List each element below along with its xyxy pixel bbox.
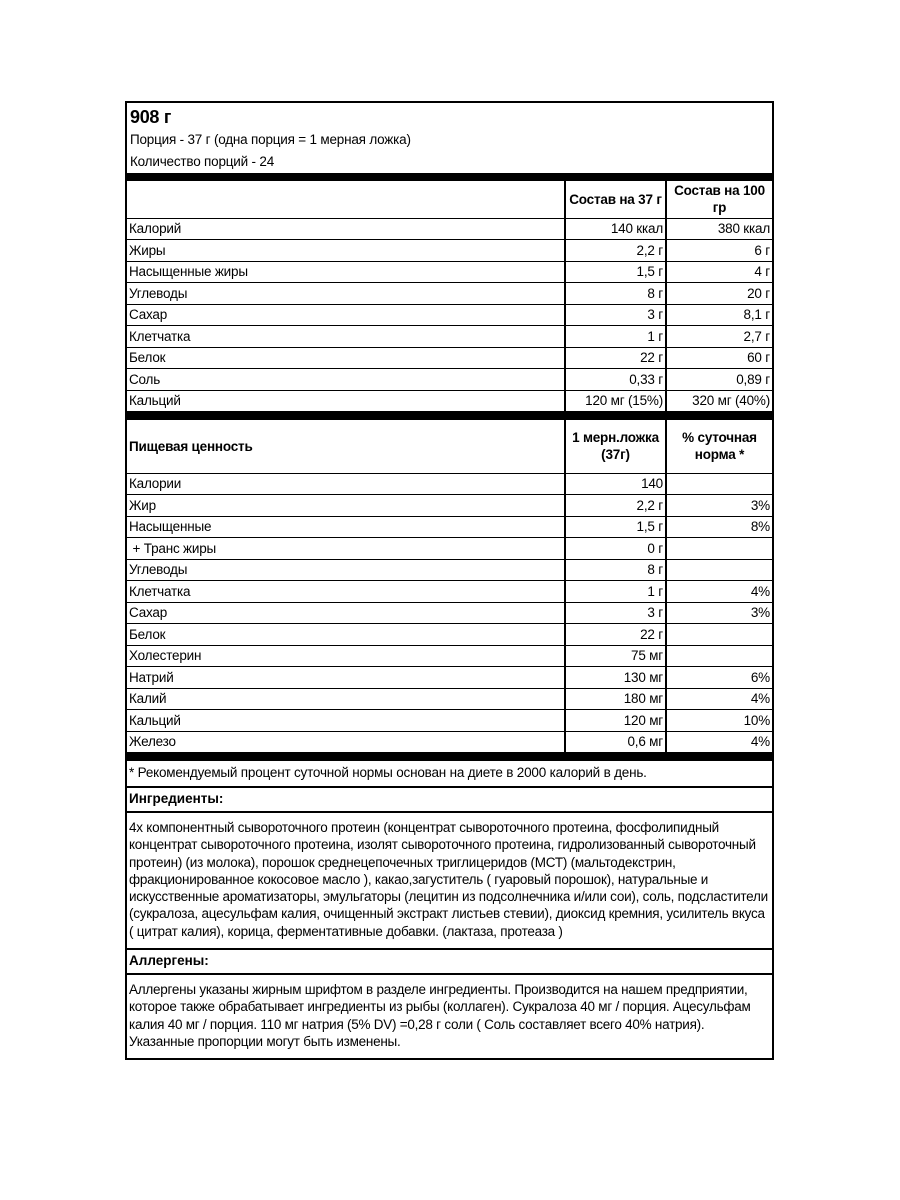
amount-cell: 0 г	[565, 538, 666, 560]
value-cell: 3%	[666, 602, 772, 624]
nutrition-row	[127, 731, 772, 753]
composition-table	[127, 181, 772, 412]
composition-header-row	[127, 181, 772, 218]
value-cell: 4%	[666, 688, 772, 710]
nutrient-name: Холестерин	[127, 645, 565, 667]
composition-row	[127, 347, 772, 369]
value-cell: 6 г	[666, 240, 772, 262]
nutrient-name: Кальций	[127, 390, 565, 412]
value-cell: 8%	[666, 516, 772, 538]
column-header	[127, 181, 565, 218]
nutrition-row	[127, 495, 772, 517]
servings-count: Количество порций - 24	[130, 154, 275, 169]
value-cell: 60 г	[666, 347, 772, 369]
amount-cell: 140	[565, 473, 666, 495]
column-header-per-100g: Состав на 100 гр	[666, 181, 772, 218]
allergens-title: Аллергены:	[127, 950, 772, 975]
composition-row	[127, 304, 772, 326]
value-cell: 6%	[666, 667, 772, 689]
nutrient-name: Соль	[127, 369, 565, 391]
amount-cell: 1,5 г	[565, 516, 666, 538]
composition-row	[127, 390, 772, 412]
value-cell: 320 мг (40%)	[666, 390, 772, 412]
divider-band	[127, 753, 772, 761]
nutrition-row	[127, 538, 772, 560]
nutrient-name: Калорий	[127, 218, 565, 240]
amount-cell: 75 мг	[565, 645, 666, 667]
divider-band	[127, 173, 772, 181]
nutrition-row	[127, 688, 772, 710]
nutrient-name: Белок	[127, 624, 565, 646]
nutrient-name: Жир	[127, 495, 565, 517]
divider-band	[127, 412, 772, 420]
amount-cell: 120 мг (15%)	[565, 390, 666, 412]
nutrient-name: Кальций	[127, 710, 565, 732]
value-cell	[666, 624, 772, 646]
nutrient-name: Сахар	[127, 602, 565, 624]
column-header-per-scoop: 1 мерн.ложка (37г)	[565, 420, 666, 473]
value-cell	[666, 645, 772, 667]
nutrient-name: Жиры	[127, 240, 565, 262]
value-cell	[666, 538, 772, 560]
value-cell	[666, 473, 772, 495]
value-cell	[666, 559, 772, 581]
value-cell: 0,89 г	[666, 369, 772, 391]
serving-size: Порция - 37 г (одна порция = 1 мерная ложка)	[130, 132, 411, 147]
amount-cell: 130 мг	[565, 667, 666, 689]
amount-cell: 0,6 мг	[565, 731, 666, 753]
nutrition-row	[127, 667, 772, 689]
composition-row	[127, 218, 772, 240]
nutrient-name: + Транс жиры	[127, 538, 565, 560]
amount-cell: 3 г	[565, 304, 666, 326]
amount-cell: 22 г	[565, 624, 666, 646]
composition-row	[127, 369, 772, 391]
value-cell: 4 г	[666, 261, 772, 283]
allergens-text: Аллергены указаны жирным шрифтом в разделе ингредиенты. Производится на нашем предприятии, которое также обрабатывает ингредиенты из рыбы (коллаген). Сукралоза 40 мг / порция. Ацесульфам калия 40 мг / порция. 110 мг натрия (5% DV) =0,28 г соли ( Соль составляет всего 40% натрия). Указанные пропорции могут быть изменены.	[129, 982, 751, 1049]
column-header-per-serving: Состав на 37 г	[565, 181, 666, 218]
nutrient-name: Белок	[127, 347, 565, 369]
nutrition-row	[127, 624, 772, 646]
nutrient-name: Натрий	[127, 667, 565, 689]
value-cell: 380 ккал	[666, 218, 772, 240]
amount-cell: 8 г	[565, 559, 666, 581]
composition-row	[127, 326, 772, 348]
nutrient-name: Клетчатка	[127, 581, 565, 603]
daily-value-footnote: * Рекомендуемый процент суточной нормы основан на диете в 2000 калорий в день.	[127, 761, 772, 788]
label-header	[127, 103, 772, 173]
amount-cell: 2,2 г	[565, 495, 666, 517]
composition-row	[127, 283, 772, 305]
nutrient-name: Железо	[127, 731, 565, 753]
amount-cell: 1 г	[565, 326, 666, 348]
nutrition-label	[125, 101, 774, 1060]
ingredients-text: 4х компонентный сывороточного протеин (концентрат сывороточного протеина, фосфолипидный концентрат сывороточного протеина, изолят сывороточного протеина, гидролизованный сывороточный протеин) (из молока), порошок среднецепочечных триглицеридов (МСТ) (мальтодекстрин, фракционированное кокосовое масло ), какао,загуститель ( гуаровый порошок), натуральные и искусственные ароматизаторы, эмульгаторы (лецитин из подсолнечника и/или сои), соль, подсластители (сукралоза, ацесульфам калия, очищенный экстракт листьев стевии), диоксид кремния, усилитель вкуса ( цитрат калия), корица, ферментативные добавки. (лактаза, протеаза )	[127, 813, 772, 950]
nutrient-name: Сахар	[127, 304, 565, 326]
column-header-daily-value: % суточная норма *	[666, 420, 772, 473]
ingredients-title: Ингредиенты:	[127, 788, 772, 813]
column-header-nutrient: Пищевая ценность	[127, 420, 565, 473]
nutrient-name: Калий	[127, 688, 565, 710]
value-cell: 4%	[666, 581, 772, 603]
nutrient-name: Клетчатка	[127, 326, 565, 348]
composition-row	[127, 261, 772, 283]
nutrition-facts-table	[127, 420, 772, 753]
value-cell: 20 г	[666, 283, 772, 305]
value-cell: 4%	[666, 731, 772, 753]
nutrition-header-row	[127, 420, 772, 473]
nutrition-row	[127, 645, 772, 667]
amount-cell: 22 г	[565, 347, 666, 369]
nutrient-name: Насыщенные	[127, 516, 565, 538]
nutrient-name: Углеводы	[127, 559, 565, 581]
nutrition-row	[127, 516, 772, 538]
nutrition-row	[127, 710, 772, 732]
amount-cell: 1,5 г	[565, 261, 666, 283]
value-cell: 10%	[666, 710, 772, 732]
composition-row	[127, 240, 772, 262]
amount-cell: 2,2 г	[565, 240, 666, 262]
nutrient-name: Насыщенные жиры	[127, 261, 565, 283]
nutrition-row	[127, 559, 772, 581]
nutrient-name: Углеводы	[127, 283, 565, 305]
amount-cell: 8 г	[565, 283, 666, 305]
nutrition-row	[127, 602, 772, 624]
value-cell: 8,1 г	[666, 304, 772, 326]
amount-cell: 1 г	[565, 581, 666, 603]
amount-cell: 180 мг	[565, 688, 666, 710]
value-cell: 3%	[666, 495, 772, 517]
nutrient-name: Калории	[127, 473, 565, 495]
value-cell: 2,7 г	[666, 326, 772, 348]
amount-cell: 3 г	[565, 602, 666, 624]
nutrition-row	[127, 473, 772, 495]
package-weight: 908 г	[130, 107, 172, 127]
amount-cell: 140 ккал	[565, 218, 666, 240]
amount-cell: 120 мг	[565, 710, 666, 732]
nutrition-row	[127, 581, 772, 603]
amount-cell: 0,33 г	[565, 369, 666, 391]
